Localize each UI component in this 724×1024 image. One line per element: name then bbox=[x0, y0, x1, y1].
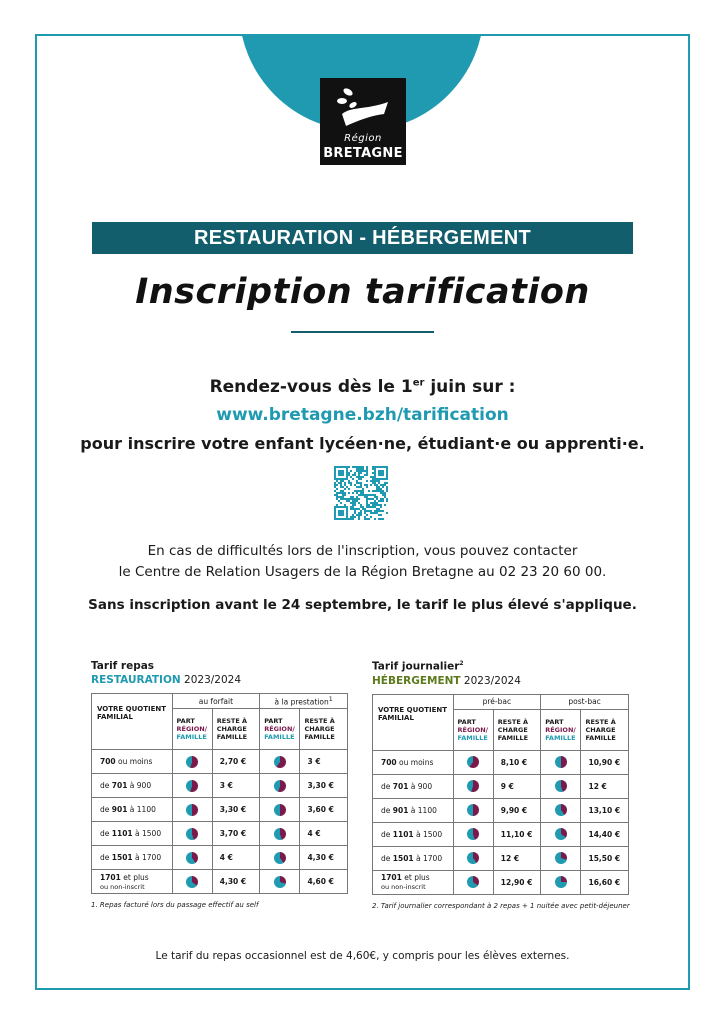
quotient-header: VOTRE QUOTIENT FAMILIAL bbox=[373, 694, 454, 750]
share-pie-icon bbox=[555, 780, 567, 792]
quotient-label: de 901 à 1100 bbox=[92, 798, 173, 822]
title-divider bbox=[291, 331, 434, 333]
share-pie-icon bbox=[186, 780, 198, 792]
price-value: 3,30 € bbox=[212, 798, 259, 822]
contact-text bbox=[37, 541, 688, 583]
restauration-block bbox=[91, 660, 369, 909]
share-pie-icon bbox=[186, 828, 198, 840]
table-footnote: 1. Repas facturé lors du passage effectif au self bbox=[91, 901, 259, 909]
col-group-1: au forfait bbox=[172, 694, 260, 709]
table-year: 2023/2024 bbox=[460, 674, 521, 687]
table-row bbox=[373, 846, 629, 870]
quotient-label: 700 ou moins bbox=[373, 750, 454, 774]
visit-text-after: juin sur : bbox=[424, 377, 516, 397]
price-value: 4,30 € bbox=[300, 846, 348, 870]
price-value: 3 € bbox=[212, 774, 259, 798]
quotient-label: 1701 et plus ou non-inscrit bbox=[92, 870, 173, 894]
price-value: 8,10 € bbox=[493, 750, 540, 774]
table-row bbox=[92, 870, 348, 894]
share-pie-icon bbox=[555, 828, 567, 840]
qr-code-icon[interactable] bbox=[334, 466, 388, 520]
price-value: 3,60 € bbox=[300, 798, 348, 822]
table-row bbox=[92, 750, 348, 774]
quotient-label: de 701 à 900 bbox=[92, 774, 173, 798]
share-pie-icon bbox=[274, 804, 286, 816]
share-pie-icon bbox=[186, 756, 198, 768]
table-row bbox=[373, 798, 629, 822]
price-value: 3 € bbox=[300, 750, 348, 774]
table-row bbox=[373, 870, 629, 894]
price-value: 12,90 € bbox=[493, 870, 540, 894]
table-row bbox=[373, 750, 629, 774]
share-pie-icon bbox=[467, 876, 479, 888]
share-pie-icon bbox=[186, 852, 198, 864]
price-value: 9 € bbox=[493, 774, 540, 798]
share-pie-icon bbox=[274, 876, 286, 888]
visit-text: Rendez-vous dès le 1 bbox=[209, 377, 413, 397]
reste-header: RESTE À CHARGE FAMILLE bbox=[300, 709, 348, 750]
quotient-label: 700 ou moins bbox=[92, 750, 173, 774]
quotient-label: de 1501 à 1700 bbox=[373, 846, 454, 870]
logo-line2: BRETAGNE bbox=[323, 146, 403, 161]
table-title: Tarif journalier$^2$ bbox=[372, 660, 464, 673]
part-header: PART RÉGION/ FAMILLE bbox=[541, 709, 581, 750]
contact-line1: En cas de difficultés lors de l'inscription, vous pouvez contacter bbox=[147, 543, 578, 559]
part-header: PART RÉGION/ FAMILLE bbox=[260, 709, 300, 750]
tarification-link[interactable]: www.bretagne.bzh/tarification bbox=[216, 405, 509, 425]
share-pie-icon bbox=[555, 876, 567, 888]
share-pie-icon bbox=[555, 804, 567, 816]
price-value: 12 € bbox=[581, 774, 629, 798]
table-row bbox=[92, 798, 348, 822]
price-value: 9,90 € bbox=[493, 798, 540, 822]
price-value: 4,60 € bbox=[300, 870, 348, 894]
col-group-2: post-bac bbox=[541, 694, 629, 709]
contact-line2: le Centre de Relation Usagers de la Région Bretagne au 02 23 20 60 00. bbox=[118, 564, 607, 580]
quotient-sub: ou non-inscrit bbox=[381, 883, 426, 891]
table-subtitle bbox=[91, 674, 369, 686]
share-pie-icon bbox=[274, 780, 286, 792]
tarif-table bbox=[372, 694, 629, 895]
table-category: HÉBERGEMENT bbox=[372, 674, 461, 687]
table-row bbox=[373, 822, 629, 846]
tarif-table bbox=[91, 693, 348, 894]
price-value: 4 € bbox=[300, 822, 348, 846]
table-row bbox=[92, 822, 348, 846]
quotient-sub: ou non-inscrit bbox=[100, 882, 145, 891]
price-value: 11,10 € bbox=[493, 822, 540, 846]
table-year: 2023/2024 bbox=[180, 674, 242, 686]
visit-line bbox=[37, 377, 688, 397]
table-category: RESTAURATION bbox=[91, 674, 181, 686]
table-footnote: 2. Tarif journalier correspondant à 2 repas + 1 nuitée avec petit-déjeuner bbox=[372, 901, 630, 910]
share-pie-icon bbox=[467, 756, 479, 768]
share-pie-icon bbox=[274, 756, 286, 768]
price-value: 14,40 € bbox=[581, 822, 629, 846]
col-group-2-sup: 1 bbox=[328, 695, 333, 703]
price-value: 12 € bbox=[493, 846, 540, 870]
part-header: PART RÉGION/ FAMILLE bbox=[453, 709, 493, 750]
page-title: Inscription tarification bbox=[135, 272, 590, 312]
share-pie-icon bbox=[555, 756, 567, 768]
price-value: 4,30 € bbox=[212, 870, 259, 894]
share-pie-icon bbox=[467, 828, 479, 840]
reste-header: RESTE À CHARGE FAMILLE bbox=[212, 709, 259, 750]
share-pie-icon bbox=[555, 852, 567, 864]
price-value: 15,50 € bbox=[581, 846, 629, 870]
price-value: 3,70 € bbox=[212, 822, 259, 846]
share-pie-icon bbox=[467, 780, 479, 792]
enroll-line: pour inscrire votre enfant lycéen·ne, étudiant·e ou apprenti·e. bbox=[80, 434, 645, 453]
share-pie-icon bbox=[186, 804, 198, 816]
title-sup: 2 bbox=[459, 660, 464, 667]
hebergement-block bbox=[372, 660, 650, 910]
col-group-1: pré-bac bbox=[453, 694, 541, 709]
quotient-label: 1701 et plus ou non-inscrit bbox=[373, 870, 454, 894]
logo-line1: Région bbox=[344, 133, 382, 144]
ermine-icon bbox=[336, 84, 390, 132]
warning-text: Sans inscription avant le 24 septembre, le tarif le plus élevé s'applique. bbox=[88, 597, 637, 613]
table-row bbox=[373, 774, 629, 798]
footer-note: Le tarif du repas occasionnel est de 4,60€, y compris pour les élèves externes. bbox=[155, 950, 570, 962]
quotient-header: VOTRE QUOTIENT FAMILIAL bbox=[92, 694, 173, 750]
quotient-label: de 1101 à 1500 bbox=[92, 822, 173, 846]
share-pie-icon bbox=[186, 876, 198, 888]
quotient-label: de 901 à 1100 bbox=[373, 798, 454, 822]
reste-header: RESTE À CHARGE FAMILLE bbox=[581, 709, 629, 750]
table-row bbox=[92, 846, 348, 870]
price-value: 3,30 € bbox=[300, 774, 348, 798]
share-pie-icon bbox=[467, 804, 479, 816]
visit-sup: er bbox=[412, 377, 425, 389]
poster-frame bbox=[35, 34, 690, 990]
table-subtitle bbox=[372, 675, 650, 687]
price-value: 16,60 € bbox=[581, 870, 629, 894]
price-value: 4 € bbox=[212, 846, 259, 870]
quotient-label: de 701 à 900 bbox=[373, 774, 454, 798]
share-pie-icon bbox=[274, 828, 286, 840]
table-title: Tarif repas bbox=[91, 660, 155, 672]
table-row bbox=[92, 774, 348, 798]
share-pie-icon bbox=[274, 852, 286, 864]
col-group-2: à la prestation$^1$ bbox=[260, 694, 348, 709]
share-pie-icon bbox=[467, 852, 479, 864]
price-value: 2,70 € bbox=[212, 750, 259, 774]
section-banner: RESTAURATION - HÉBERGEMENT bbox=[92, 222, 633, 254]
region-bretagne-logo bbox=[320, 78, 406, 165]
quotient-label: de 1101 à 1500 bbox=[373, 822, 454, 846]
price-value: 13,10 € bbox=[581, 798, 629, 822]
price-value: 10,90 € bbox=[581, 750, 629, 774]
reste-header: RESTE À CHARGE FAMILLE bbox=[493, 709, 540, 750]
quotient-label: de 1501 à 1700 bbox=[92, 846, 173, 870]
part-header: PART RÉGION/ FAMILLE bbox=[172, 709, 212, 750]
